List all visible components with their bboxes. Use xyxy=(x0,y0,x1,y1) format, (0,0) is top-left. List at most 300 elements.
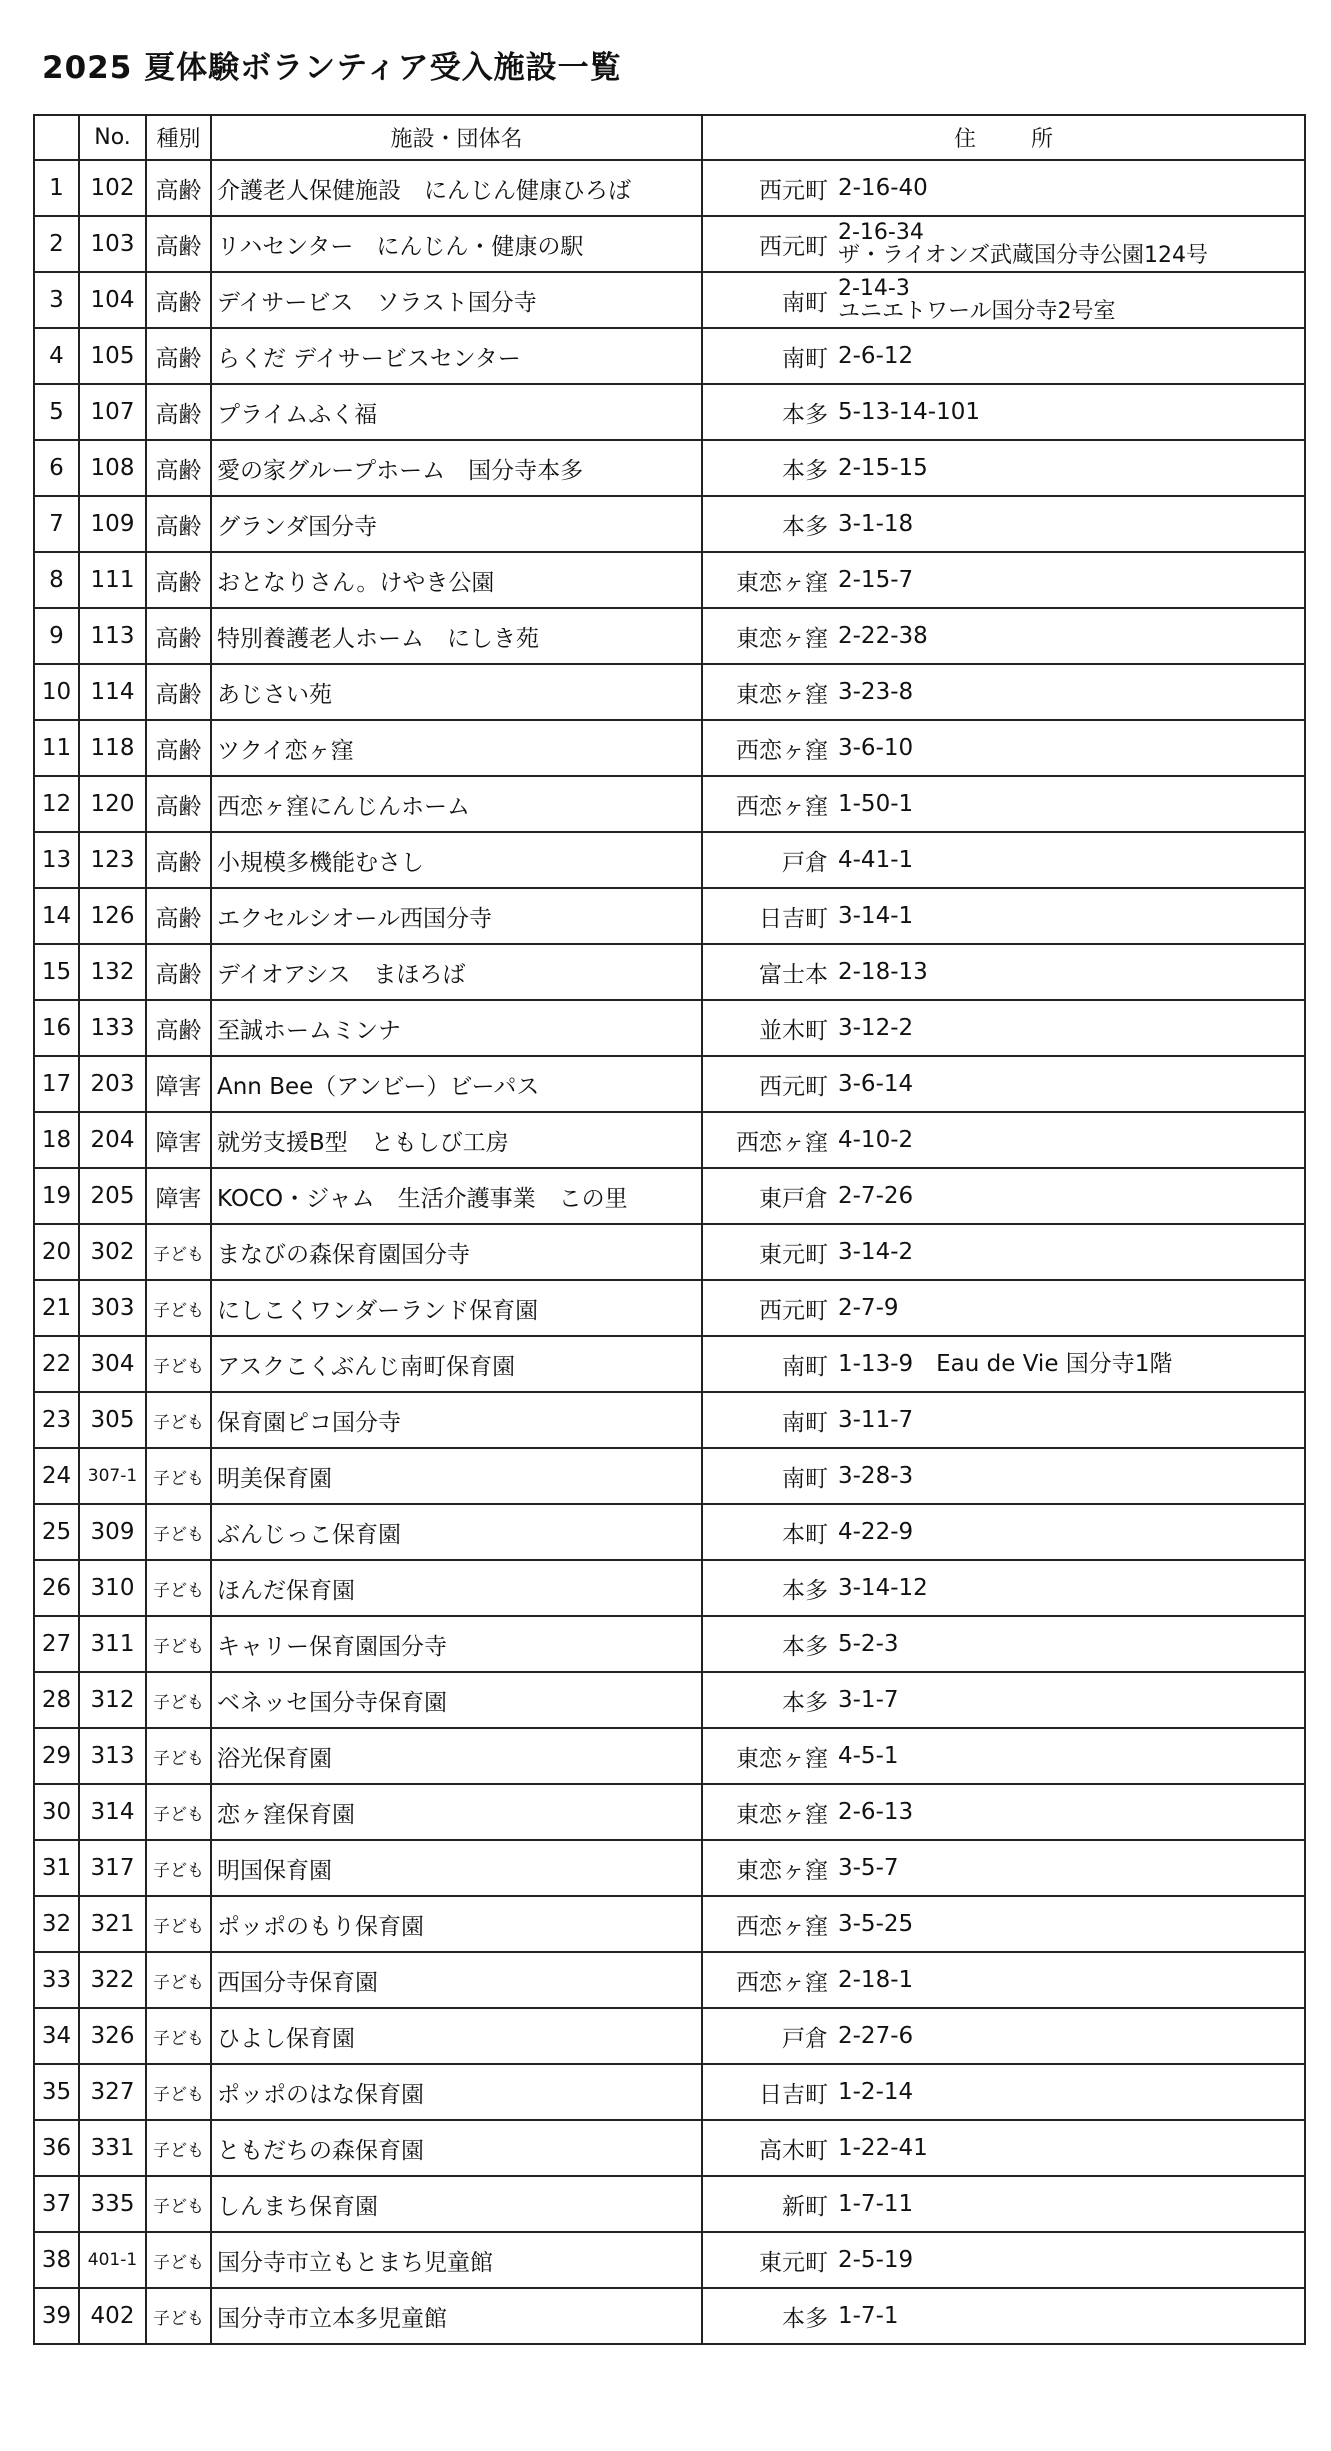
header-name: 施設・団体名 xyxy=(211,115,702,160)
row-address xyxy=(702,2064,1305,2120)
row-type: 子ども xyxy=(146,1672,211,1728)
row-address-number: 1-7-1 xyxy=(838,2302,899,2329)
row-no: 126 xyxy=(79,888,146,944)
row-index: 11 xyxy=(34,720,79,776)
table-row xyxy=(34,1616,1305,1672)
table-row xyxy=(34,1448,1305,1504)
row-address-area: 西元町 xyxy=(759,233,828,260)
row-address-number: 2-18-1 xyxy=(838,1966,914,1993)
row-address-number: 3-12-2 xyxy=(838,1014,914,1041)
row-address xyxy=(702,1000,1305,1056)
table-row xyxy=(34,1168,1305,1224)
row-type: 子ども xyxy=(146,1728,211,1784)
row-type: 子ども xyxy=(146,1896,211,1952)
table-row xyxy=(34,1784,1305,1840)
row-address xyxy=(702,216,1305,272)
row-address-number: 2-14-3 ユニエトワール国分寺2号室 xyxy=(838,275,1116,324)
row-no: 326 xyxy=(79,2008,146,2064)
row-type: 子ども xyxy=(146,2008,211,2064)
table-row xyxy=(34,2064,1305,2120)
row-index: 17 xyxy=(34,1056,79,1112)
row-address-area: 南町 xyxy=(782,345,828,372)
row-address-area: 本多 xyxy=(782,401,828,428)
table-body xyxy=(34,160,1305,2344)
row-no: 111 xyxy=(79,552,146,608)
row-address-number: 3-11-7 xyxy=(838,1406,914,1433)
row-index: 5 xyxy=(34,384,79,440)
row-name: KOCO・ジャム 生活介護事業 この里 xyxy=(211,1168,702,1224)
row-address xyxy=(702,776,1305,832)
row-type: 高齢 xyxy=(146,720,211,776)
row-address-area: 本多 xyxy=(782,457,828,484)
row-no: 132 xyxy=(79,944,146,1000)
table-row xyxy=(34,1952,1305,2008)
row-index: 8 xyxy=(34,552,79,608)
row-type: 高齢 xyxy=(146,664,211,720)
row-name: 小規模多機能むさし xyxy=(211,832,702,888)
row-no: 322 xyxy=(79,1952,146,2008)
table-row xyxy=(34,1896,1305,1952)
row-index: 33 xyxy=(34,1952,79,2008)
table-row xyxy=(34,1224,1305,1280)
table-row xyxy=(34,2288,1305,2344)
row-type: 高齢 xyxy=(146,496,211,552)
row-name: 浴光保育園 xyxy=(211,1728,702,1784)
row-address-number: 2-15-15 xyxy=(838,454,928,481)
row-address xyxy=(702,272,1305,328)
row-type: 子ども xyxy=(146,2176,211,2232)
row-address xyxy=(702,944,1305,1000)
table-row xyxy=(34,888,1305,944)
row-address-area: 東恋ヶ窪 xyxy=(736,625,828,652)
page-title: 2025 夏体験ボランティア受入施設一覧 xyxy=(42,50,622,86)
row-address xyxy=(702,832,1305,888)
row-name: ほんだ保育園 xyxy=(211,1560,702,1616)
row-index: 13 xyxy=(34,832,79,888)
row-address-number: 2-5-19 xyxy=(838,2246,914,2273)
table-row xyxy=(34,216,1305,272)
row-name: 明美保育園 xyxy=(211,1448,702,1504)
row-type: 子ども xyxy=(146,2120,211,2176)
row-name: 国分寺市立もとまち児童館 xyxy=(211,2232,702,2288)
table-row xyxy=(34,2008,1305,2064)
row-address xyxy=(702,608,1305,664)
row-address-area: 日吉町 xyxy=(759,905,828,932)
row-address-number: 2-15-7 xyxy=(838,566,914,593)
header-no: No. xyxy=(79,115,146,160)
row-no: 331 xyxy=(79,2120,146,2176)
row-index: 27 xyxy=(34,1616,79,1672)
table-row xyxy=(34,664,1305,720)
row-name: あじさい苑 xyxy=(211,664,702,720)
row-address-area: 東戸倉 xyxy=(759,1185,828,1212)
row-address xyxy=(702,328,1305,384)
table-row xyxy=(34,1728,1305,1784)
row-index: 18 xyxy=(34,1112,79,1168)
row-type: 高齢 xyxy=(146,552,211,608)
row-address-number: 4-41-1 xyxy=(838,846,914,873)
row-no: 103 xyxy=(79,216,146,272)
row-address-area: 本多 xyxy=(782,513,828,540)
row-address xyxy=(702,1560,1305,1616)
row-name: 介護老人保健施設 にんじん健康ひろば xyxy=(211,160,702,216)
table-row xyxy=(34,328,1305,384)
row-address xyxy=(702,664,1305,720)
row-address-number: 3-6-10 xyxy=(838,734,914,761)
row-no: 314 xyxy=(79,1784,146,1840)
row-type: 子ども xyxy=(146,1952,211,2008)
row-type: 子ども xyxy=(146,2288,211,2344)
row-address xyxy=(702,1448,1305,1504)
row-address-number: 1-50-1 xyxy=(838,790,914,817)
row-type: 障害 xyxy=(146,1168,211,1224)
row-index: 4 xyxy=(34,328,79,384)
row-address xyxy=(702,440,1305,496)
table-row xyxy=(34,608,1305,664)
row-address xyxy=(702,2120,1305,2176)
row-name: ともだちの森保育園 xyxy=(211,2120,702,2176)
table-row xyxy=(34,1000,1305,1056)
table-row xyxy=(34,1336,1305,1392)
row-name: ポッポのもり保育園 xyxy=(211,1896,702,1952)
row-address-number: 3-14-1 xyxy=(838,902,914,929)
row-address-number: 4-22-9 xyxy=(838,1518,914,1545)
row-type: 高齢 xyxy=(146,160,211,216)
row-no: 118 xyxy=(79,720,146,776)
facility-table xyxy=(33,114,1306,2345)
row-name: らくだ デイサービスセンター xyxy=(211,328,702,384)
row-address-area: 日吉町 xyxy=(759,2081,828,2108)
row-address-area: 東元町 xyxy=(759,1241,828,1268)
table-row xyxy=(34,2232,1305,2288)
row-name: 恋ヶ窪保育園 xyxy=(211,1784,702,1840)
row-name: 特別養護老人ホーム にしき苑 xyxy=(211,608,702,664)
table-row xyxy=(34,160,1305,216)
row-address-number: 3-1-7 xyxy=(838,1686,899,1713)
row-name: ポッポのはな保育園 xyxy=(211,2064,702,2120)
row-no: 102 xyxy=(79,160,146,216)
row-index: 19 xyxy=(34,1168,79,1224)
row-address-number: 3-6-14 xyxy=(838,1070,914,1097)
row-address-number: 3-23-8 xyxy=(838,678,914,705)
row-index: 26 xyxy=(34,1560,79,1616)
row-type: 子ども xyxy=(146,1336,211,1392)
row-no: 402 xyxy=(79,2288,146,2344)
row-address-number: 4-5-1 xyxy=(838,1742,899,1769)
row-name: 明国保育園 xyxy=(211,1840,702,1896)
row-no: 307-1 xyxy=(79,1448,146,1504)
row-name: Ann Bee（アンビー）ビーパス xyxy=(211,1056,702,1112)
row-address xyxy=(702,1224,1305,1280)
row-address-number: 3-14-2 xyxy=(838,1238,914,1265)
table-row xyxy=(34,384,1305,440)
row-index: 21 xyxy=(34,1280,79,1336)
table-row xyxy=(34,1280,1305,1336)
row-index: 34 xyxy=(34,2008,79,2064)
row-no: 203 xyxy=(79,1056,146,1112)
row-address xyxy=(702,888,1305,944)
row-type: 子ども xyxy=(146,1616,211,1672)
row-address xyxy=(702,1112,1305,1168)
row-type: 高齢 xyxy=(146,888,211,944)
row-no: 304 xyxy=(79,1336,146,1392)
table-row xyxy=(34,944,1305,1000)
row-no: 133 xyxy=(79,1000,146,1056)
row-address-area: 東恋ヶ窪 xyxy=(736,1745,828,1772)
table-row xyxy=(34,1504,1305,1560)
row-no: 313 xyxy=(79,1728,146,1784)
row-no: 311 xyxy=(79,1616,146,1672)
row-address-area: 西恋ヶ窪 xyxy=(736,1913,828,1940)
row-index: 28 xyxy=(34,1672,79,1728)
row-index: 7 xyxy=(34,496,79,552)
row-address-area: 西恋ヶ窪 xyxy=(736,1129,828,1156)
row-address xyxy=(702,2232,1305,2288)
row-address-number: 4-10-2 xyxy=(838,1126,914,1153)
row-type: 子ども xyxy=(146,1448,211,1504)
row-index: 16 xyxy=(34,1000,79,1056)
row-name: ぶんじっこ保育園 xyxy=(211,1504,702,1560)
row-type: 子ども xyxy=(146,2064,211,2120)
row-address xyxy=(702,2008,1305,2064)
row-type: 子ども xyxy=(146,2232,211,2288)
row-address-area: 西元町 xyxy=(759,1073,828,1100)
row-address-area: 西元町 xyxy=(759,1297,828,1324)
row-name: 国分寺市立本多児童館 xyxy=(211,2288,702,2344)
row-name: プライムふく福 xyxy=(211,384,702,440)
row-index: 24 xyxy=(34,1448,79,1504)
row-no: 335 xyxy=(79,2176,146,2232)
row-name: 西国分寺保育園 xyxy=(211,1952,702,2008)
row-type: 子ども xyxy=(146,1560,211,1616)
row-no: 104 xyxy=(79,272,146,328)
row-address-area: 東元町 xyxy=(759,2249,828,2276)
row-no: 109 xyxy=(79,496,146,552)
row-address-number: 2-6-12 xyxy=(838,342,914,369)
row-type: 子ども xyxy=(146,1392,211,1448)
row-address xyxy=(702,1280,1305,1336)
table-row xyxy=(34,720,1305,776)
row-no: 105 xyxy=(79,328,146,384)
row-index: 30 xyxy=(34,1784,79,1840)
row-address xyxy=(702,2288,1305,2344)
row-address-area: 戸倉 xyxy=(782,849,828,876)
row-type: 高齢 xyxy=(146,384,211,440)
row-address-area: 東恋ヶ窪 xyxy=(736,681,828,708)
row-address xyxy=(702,720,1305,776)
row-address-number: 2-18-13 xyxy=(838,958,928,985)
table-row xyxy=(34,1392,1305,1448)
row-index: 12 xyxy=(34,776,79,832)
row-index: 20 xyxy=(34,1224,79,1280)
row-address-area: 本町 xyxy=(782,1521,828,1548)
row-address-area: 西恋ヶ窪 xyxy=(736,1969,828,1996)
row-address xyxy=(702,1504,1305,1560)
row-name: しんまち保育園 xyxy=(211,2176,702,2232)
row-address-number: 3-14-12 xyxy=(838,1574,928,1601)
row-address-area: 富士本 xyxy=(759,961,828,988)
row-no: 107 xyxy=(79,384,146,440)
row-address-area: 本多 xyxy=(782,1689,828,1716)
row-address xyxy=(702,1672,1305,1728)
row-address xyxy=(702,552,1305,608)
row-index: 3 xyxy=(34,272,79,328)
row-address-area: 東恋ヶ窪 xyxy=(736,569,828,596)
table-row xyxy=(34,552,1305,608)
row-address-area: 南町 xyxy=(782,289,828,316)
header-address xyxy=(702,115,1305,160)
row-type: 子ども xyxy=(146,1224,211,1280)
row-no: 205 xyxy=(79,1168,146,1224)
row-address-area: 南町 xyxy=(782,1465,828,1492)
row-address-number: 3-5-7 xyxy=(838,1854,899,1881)
table-header-row xyxy=(34,115,1305,160)
row-address-area: 新町 xyxy=(782,2193,828,2220)
row-index: 29 xyxy=(34,1728,79,1784)
row-index: 15 xyxy=(34,944,79,1000)
row-name: デイオアシス まほろば xyxy=(211,944,702,1000)
row-address xyxy=(702,1392,1305,1448)
row-address-number: 2-22-38 xyxy=(838,622,928,649)
row-address-number: 1-13-9 Eau de Vie 国分寺1階 xyxy=(838,1350,1173,1377)
row-name: ベネッセ国分寺保育園 xyxy=(211,1672,702,1728)
row-address-number: 5-2-3 xyxy=(838,1630,899,1657)
row-address-area: 本多 xyxy=(782,2305,828,2332)
row-name: 就労支援B型 ともしび工房 xyxy=(211,1112,702,1168)
table-row xyxy=(34,1112,1305,1168)
row-no: 309 xyxy=(79,1504,146,1560)
row-address xyxy=(702,1728,1305,1784)
table-row xyxy=(34,1560,1305,1616)
row-address-area: 西恋ヶ窪 xyxy=(736,737,828,764)
row-index: 2 xyxy=(34,216,79,272)
row-index: 31 xyxy=(34,1840,79,1896)
row-no: 113 xyxy=(79,608,146,664)
row-no: 305 xyxy=(79,1392,146,1448)
row-index: 35 xyxy=(34,2064,79,2120)
row-name: ツクイ恋ヶ窪 xyxy=(211,720,702,776)
row-name: リハセンター にんじん・健康の駅 xyxy=(211,216,702,272)
row-type: 高齢 xyxy=(146,944,211,1000)
row-address-area: 本多 xyxy=(782,1577,828,1604)
table-row xyxy=(34,2176,1305,2232)
row-address xyxy=(702,1896,1305,1952)
row-index: 38 xyxy=(34,2232,79,2288)
row-address xyxy=(702,1056,1305,1112)
row-type: 障害 xyxy=(146,1112,211,1168)
row-address-number: 2-6-13 xyxy=(838,1798,914,1825)
row-address-area: 並木町 xyxy=(759,1017,828,1044)
row-no: 312 xyxy=(79,1672,146,1728)
table-row xyxy=(34,832,1305,888)
row-address-area: 本多 xyxy=(782,1633,828,1660)
row-name: 愛の家グループホーム 国分寺本多 xyxy=(211,440,702,496)
row-type: 子ども xyxy=(146,1504,211,1560)
row-address-number: 1-7-11 xyxy=(838,2190,914,2217)
row-name: 至誠ホームミンナ xyxy=(211,1000,702,1056)
row-address-number: 2-16-40 xyxy=(838,174,928,201)
row-type: 高齢 xyxy=(146,832,211,888)
row-name: にしこくワンダーランド保育園 xyxy=(211,1280,702,1336)
row-address-number: 3-28-3 xyxy=(838,1462,914,1489)
row-type: 子ども xyxy=(146,1280,211,1336)
row-type: 障害 xyxy=(146,1056,211,1112)
row-address-number: 3-1-18 xyxy=(838,510,914,537)
row-address xyxy=(702,1168,1305,1224)
table-row xyxy=(34,1672,1305,1728)
row-address xyxy=(702,496,1305,552)
table-row xyxy=(34,440,1305,496)
row-address-number: 5-13-14-101 xyxy=(838,398,980,425)
row-no: 123 xyxy=(79,832,146,888)
row-address-number: 1-2-14 xyxy=(838,2078,914,2105)
row-type: 高齢 xyxy=(146,216,211,272)
row-address-area: 高木町 xyxy=(759,2137,828,2164)
row-address xyxy=(702,2176,1305,2232)
row-name: 保育園ピコ国分寺 xyxy=(211,1392,702,1448)
row-address-number: 2-7-9 xyxy=(838,1294,899,1321)
header-address-1: 住 xyxy=(953,127,976,152)
row-name: まなびの森保育園国分寺 xyxy=(211,1224,702,1280)
table-row xyxy=(34,1056,1305,1112)
row-no: 303 xyxy=(79,1280,146,1336)
row-address xyxy=(702,384,1305,440)
row-address-number: 2-27-6 xyxy=(838,2022,914,2049)
row-no: 302 xyxy=(79,1224,146,1280)
row-no: 114 xyxy=(79,664,146,720)
row-index: 37 xyxy=(34,2176,79,2232)
row-address-area: 西元町 xyxy=(759,177,828,204)
table-row xyxy=(34,496,1305,552)
row-index: 23 xyxy=(34,1392,79,1448)
table-row xyxy=(34,1840,1305,1896)
row-address-number: 2-16-34 ザ・ライオンズ武蔵国分寺公園124号 xyxy=(838,219,1209,268)
row-index: 14 xyxy=(34,888,79,944)
table-row xyxy=(34,272,1305,328)
row-address-number: 1-22-41 xyxy=(838,2134,928,2161)
row-no: 310 xyxy=(79,1560,146,1616)
row-type: 高齢 xyxy=(146,272,211,328)
row-address-area: 戸倉 xyxy=(782,2025,828,2052)
row-index: 39 xyxy=(34,2288,79,2344)
row-address-area: 西恋ヶ窪 xyxy=(736,793,828,820)
row-address xyxy=(702,1952,1305,2008)
row-address xyxy=(702,1784,1305,1840)
row-no: 327 xyxy=(79,2064,146,2120)
row-index: 36 xyxy=(34,2120,79,2176)
row-name: エクセルシオール西国分寺 xyxy=(211,888,702,944)
row-no: 108 xyxy=(79,440,146,496)
table-row xyxy=(34,2120,1305,2176)
header-address-2: 所 xyxy=(1031,127,1054,152)
row-address xyxy=(702,1336,1305,1392)
header-type: 種別 xyxy=(146,115,211,160)
row-address-number: 2-7-26 xyxy=(838,1182,914,1209)
row-name: おとなりさん。けやき公園 xyxy=(211,552,702,608)
row-index: 10 xyxy=(34,664,79,720)
row-no: 321 xyxy=(79,1896,146,1952)
row-index: 22 xyxy=(34,1336,79,1392)
header-index xyxy=(34,115,79,160)
row-no: 120 xyxy=(79,776,146,832)
row-address-number: 3-5-25 xyxy=(838,1910,914,1937)
row-address-area: 東恋ヶ窪 xyxy=(736,1801,828,1828)
row-index: 1 xyxy=(34,160,79,216)
row-name: グランダ国分寺 xyxy=(211,496,702,552)
row-index: 6 xyxy=(34,440,79,496)
row-address-area: 南町 xyxy=(782,1409,828,1436)
row-type: 子ども xyxy=(146,1840,211,1896)
